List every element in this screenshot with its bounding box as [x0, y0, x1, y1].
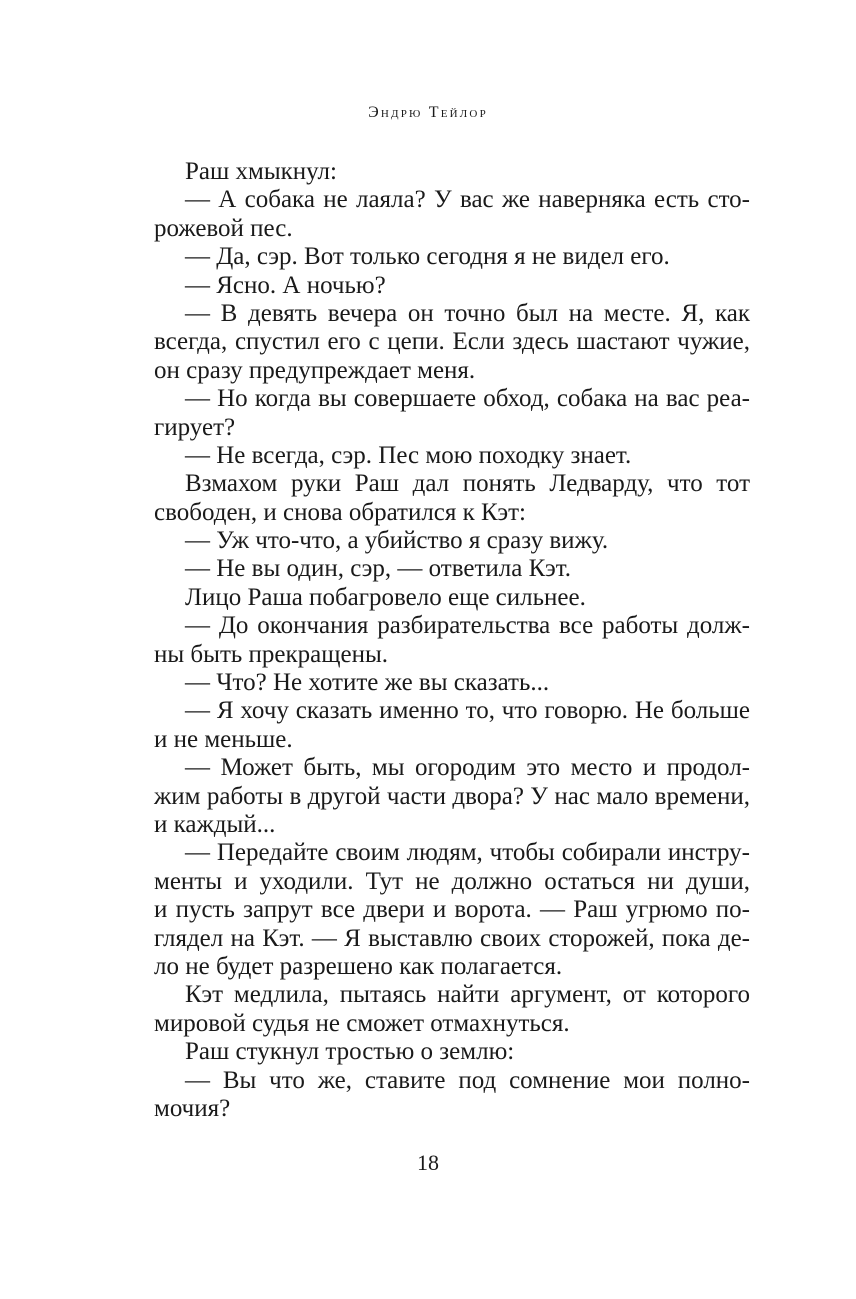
text-line: — До окончания разбирательства все работы долж-	[185, 612, 750, 640]
page-number: 18	[417, 1150, 439, 1175]
text-line: и не меньше.	[154, 725, 293, 753]
body-text	[154, 158, 750, 1123]
text-line: гирует?	[154, 413, 236, 441]
text-line: Раш стукнул тростью о землю:	[185, 1038, 515, 1066]
text-line: ло не будет разрешено как полагается.	[154, 952, 563, 980]
text-line: и пусть запрут все двери и ворота. — Раш угрюмо по-	[154, 896, 750, 924]
text-line: — Что? Не хотите же вы сказать...	[185, 669, 550, 697]
text-line: — Ясно. А ночью?	[185, 271, 386, 299]
running-head: Эндрю Тейлор	[368, 104, 488, 121]
text-line: Раш хмыкнул:	[185, 158, 337, 185]
text-line: — Я хочу сказать именно то, что говорю. Не больше	[185, 697, 750, 725]
text-line: — Передайте своим людям, чтобы собирали инстру-	[185, 839, 750, 867]
text-line: — Может быть, мы огородим это место и продол-	[185, 754, 750, 782]
text-line: мировой судья не сможет отмахнуться.	[154, 1009, 570, 1037]
text-line: — В девять вечера он точно был на месте. Я, как	[185, 299, 750, 327]
text-line: глядел на Кэт. — Я выставлю своих сторожей, пока де-	[154, 924, 750, 952]
text-line: ны быть прекращены.	[154, 640, 389, 668]
text-line: — Да, сэр. Вот только сегодня я не видел его.	[185, 243, 670, 271]
text-line: Лицо Раша побагровело еще сильнее.	[185, 583, 586, 611]
text-line: — Уж что-что, а убийство я сразу вижу.	[185, 527, 609, 555]
text-line: и каждый...	[154, 810, 276, 838]
text-line: он сразу предупреждает меня.	[154, 356, 476, 384]
text-line: свободен, и снова обратился к Кэт:	[154, 498, 526, 526]
text-line: — Не всегда, сэр. Пес мою походку знает.	[185, 441, 632, 469]
text-line: — Не вы один, сэр, — ответила Кэт.	[185, 555, 571, 583]
text-line: всегда, спустил его с цепи. Если здесь шастают чужие,	[154, 328, 750, 356]
text-line: Взмахом руки Раш дал понять Ледварду, что тот	[185, 470, 750, 498]
text-line: жим работы в другой части двора? У нас мало времени,	[154, 782, 750, 810]
text-line: рожевой пес.	[154, 214, 293, 242]
text-line: — Вы что же, ставите под сомнение мои полно-	[185, 1066, 750, 1094]
text-line: мочия?	[154, 1094, 231, 1122]
text-line: Кэт медлила, пытаясь найти аргумент, от которого	[185, 981, 750, 1009]
text-line: — Но когда вы совершаете обход, собака на вас реа-	[185, 385, 750, 413]
text-line: менты и уходили. Тут не должно остаться ни души,	[154, 867, 750, 895]
text-line: — А собака не лаяла? У вас же наверняка есть сто-	[185, 186, 750, 214]
